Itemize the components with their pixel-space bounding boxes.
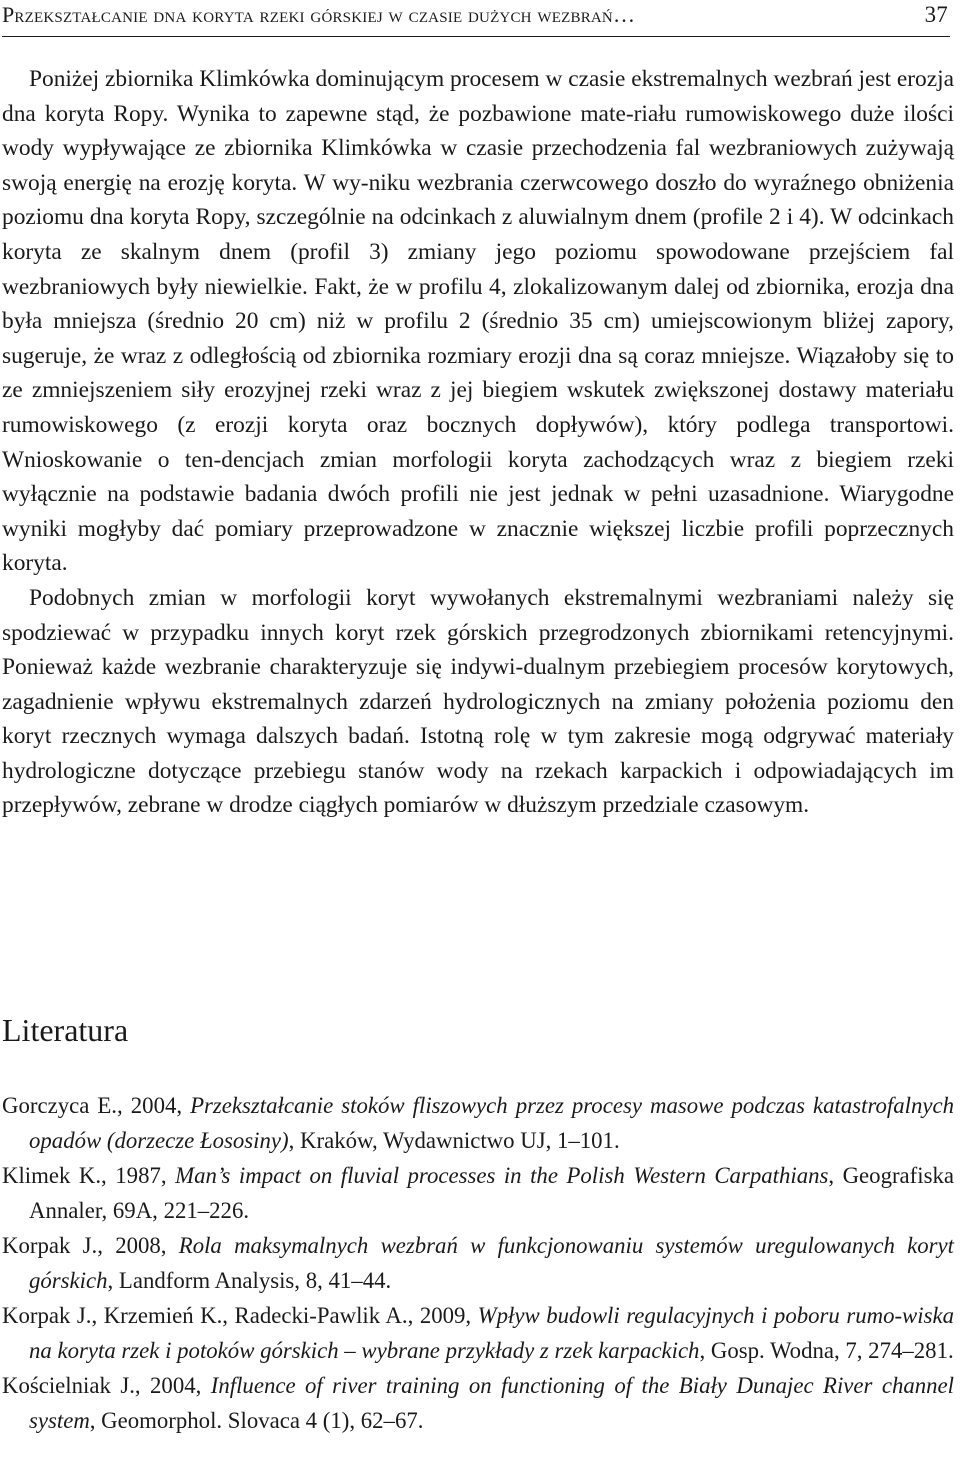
reference-item — [2, 1368, 954, 1438]
reference-title: Man’s impact on fluvial processes in the Polish Western Carpathians — [175, 1163, 829, 1188]
page-number: 37 — [924, 2, 948, 27]
paragraph-1: Poniżej zbiornika Klimkówka dominującym procesem w czasie ekstremalnych wezbrań jest erozja dna koryta Ropy. Wynika to zapewne stąd, że pozbawione mate-riału rumowiskowego duże ilości wody wypływające ze zbiornika Klimkówka w czasie przechodzenia fal wezbraniowych zużywają swoją energię na erozję koryta. W wy-niku wezbrania czerwcowego doszło do wyraźnego obniżenia poziomu dna koryta Ropy, szczególnie na odcinkach z aluwialnym dnem (profile 2 i 4). W odcinkach koryta ze skalnym dnem (profil 3) zmiany jego poziomu spowodowane przejściem fal wezbraniowych były niewielkie. Fakt, że w profilu 4, zlokalizowanym dalej od zbiornika, erozja dna była mniejsza (średnio 20 cm) niż w profilu 2 (średnio 35 cm) umiejscowionym bliżej zapory, sugeruje, że wraz z odległością od zbiornika rozmiary erozji dna są coraz mniejsze. Wiązałoby się to ze zmniejszeniem siły erozyjnej rzeki wraz z jej biegiem wskutek zwiększonej dostawy materiału rumowiskowego (z erozji koryta oraz bocznych dopływów), który podlega transportowi. Wnioskowanie o ten-dencjach zmian morfologii koryta zachodzących wraz z biegiem rzeki wyłącznie na podstawie badania dwóch profili nie jest jednak w pełni uzasadnione. Wiarygodne wyniki mogłyby dać pomiary przeprowadzone w znacznie większej liczbie profili poprzecznych koryta. — [2, 66, 954, 577]
reference-authors: Gorczyca E., 2004, — [2, 1093, 191, 1118]
paragraph-2: Podobnych zmian w morfologii koryt wywołanych ekstremalnymi wezbraniami należy się spodziewać w przypadku innych koryt rzek górskich przegrodzonych zbiornikami retencyjnymi. Ponieważ każde wezbranie charakteryzuje się indywi-dualnym przebiegiem procesów korytowych, zagadnienie wpływu ekstremalnych zdarzeń hydrologicznych na zmiany położenia poziomu den koryt rzecznych wymaga dalszych badań. Istotną rolę w tym zakresie mogą odgrywać materiały hydrologiczne dotyczące przebiegu stanów wody na rzekach karpackich i odpowiadających im przepływów, zebrane w drodze ciągłych pomiarów w dłuższym przedziale czasowym. — [2, 584, 954, 819]
reference-source: , Geografiska Annaler, 69A, 221–226. — [29, 1163, 954, 1223]
reference-list — [2, 1088, 954, 1438]
reference-source: , Kraków, Wydawnictwo UJ, 1–101. — [288, 1128, 620, 1153]
body-text — [2, 62, 954, 823]
reference-authors: Korpak J., Krzemień K., Radecki-Pawlik A., 2009, — [2, 1303, 478, 1328]
reference-source: , Landform Analysis, 8, 41–44. — [107, 1268, 392, 1293]
running-title: Przekształcanie dna koryta rzeki górskiej w czasie dużych wezbrań… — [2, 2, 636, 27]
reference-title: Influence of river training on functioning of the Biały Dunajec River channel system — [29, 1373, 954, 1433]
reference-source: , Geomorphol. Slovaca 4 (1), 62–67. — [89, 1408, 424, 1433]
reference-authors: Korpak J., 2008, — [2, 1233, 179, 1258]
reference-item — [2, 1298, 954, 1368]
reference-title: Przekształcanie stoków fliszowych przez procesy masowe podczas katastrofalnych opadów (dorzecze Łososiny) — [29, 1093, 954, 1153]
reference-title: Wpływ budowli regulacyjnych i poboru rumo-wiska na koryta rzek i potoków górskich – wybrane przykłady z rzek karpackich — [29, 1303, 954, 1363]
reference-item — [2, 1158, 954, 1228]
reference-item — [2, 1228, 954, 1298]
reference-title: Rola maksymalnych wezbrań w funkcjonowaniu systemów uregulowanych koryt górskich — [29, 1233, 954, 1293]
reference-source: , Gosp. Wodna, 7, 274–281. — [699, 1338, 954, 1363]
reference-authors: Kościelniak J., 2004, — [2, 1373, 211, 1398]
reference-item — [2, 1088, 954, 1158]
reference-authors: Klimek K., 1987, — [2, 1163, 176, 1188]
section-heading-literatura: Literatura — [2, 1012, 129, 1048]
running-header — [2, 0, 950, 37]
